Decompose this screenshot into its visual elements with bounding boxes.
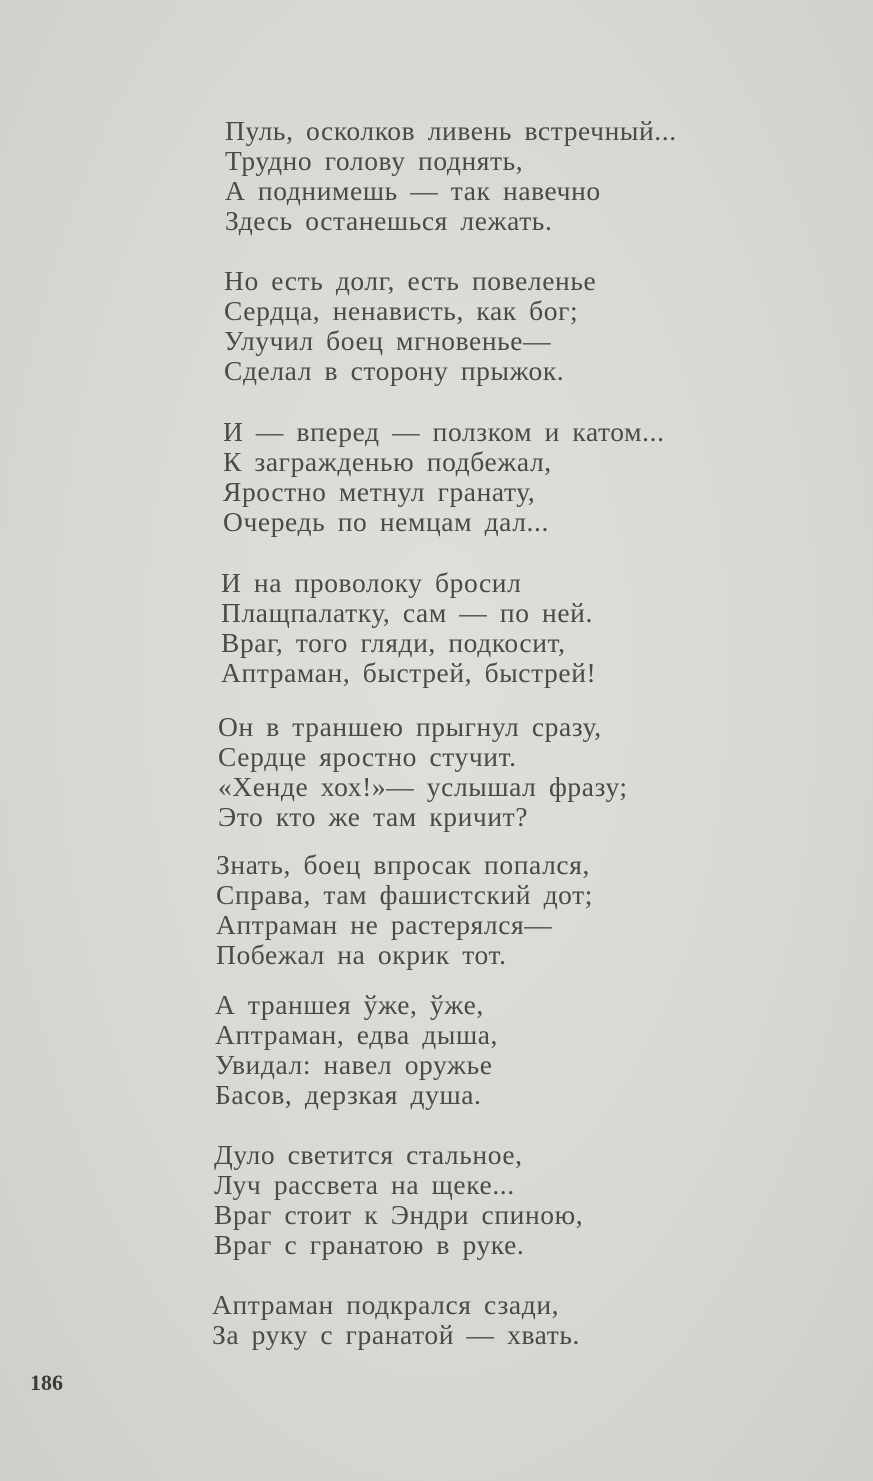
poem-line: Враг, того гляди, подкосит, <box>221 627 566 658</box>
poem-line: Увидал: навел оружье <box>215 1049 493 1080</box>
poem-line: Яростно метнул гранату, <box>223 476 536 507</box>
poem-line: И — вперед — ползком и катом... <box>223 416 665 447</box>
poem-line: Но есть долг, есть повеленье <box>224 265 597 296</box>
poem-line: Враг стоит к Эндри спиною, <box>214 1199 584 1230</box>
poem-line: К загражденью подбежал, <box>223 446 552 477</box>
stanza-3 <box>223 417 823 537</box>
poem-line: «Хенде хох!»— услышал фразу; <box>218 771 628 802</box>
poem-line: Трудно голову поднять, <box>225 145 524 176</box>
poem-line: Сердце яростно стучит. <box>218 741 517 772</box>
poem-line: Знать, боец впросак попался, <box>216 849 590 880</box>
poem-line: Сделал в сторону прыжок. <box>224 355 565 386</box>
poem-line: Враг с гранатою в руке. <box>214 1229 525 1260</box>
stanza-1 <box>225 116 825 236</box>
poem-line: Аптраман подкрался сзади, <box>212 1289 560 1320</box>
page-number: 186 <box>30 1370 63 1395</box>
poem-line: Очередь по немцам дал... <box>223 506 549 537</box>
poem-line: Побежал на окрик тот. <box>216 939 507 970</box>
poem-line: Улучил боец мгновенье— <box>224 325 552 356</box>
stanza-8 <box>214 1140 814 1260</box>
poem-line: А траншея ўже, ўже, <box>215 989 484 1020</box>
stanza-7 <box>215 990 815 1110</box>
poem-line: А поднимешь — так навечно <box>225 175 601 206</box>
poem-line: Это кто же там кричит? <box>218 801 529 832</box>
poem-line: Здесь останешься лежать. <box>225 205 553 236</box>
stanza-6 <box>216 850 816 970</box>
poem-line: Пуль, осколков ливень встречный... <box>225 115 677 146</box>
poem-line: Плащпалатку, сам — по ней. <box>221 597 593 628</box>
poem-line: Луч рассвета на щеке... <box>214 1169 515 1200</box>
poem-line: Басов, дерзкая душа. <box>215 1079 482 1110</box>
stanza-2 <box>224 266 824 386</box>
poem-line: Дуло светится стальное, <box>214 1139 523 1170</box>
poem-line: Сердца, ненависть, как бог; <box>224 295 579 326</box>
poem-line: Аптраман, быстрей, быстрей! <box>221 657 597 688</box>
poem-line: За руку с гранатой — хвать. <box>212 1319 580 1350</box>
stanza-9 <box>212 1290 812 1350</box>
poem-line: Справа, там фашистский дот; <box>216 879 594 910</box>
stanza-4 <box>221 568 821 688</box>
poem-line: И на проволоку бросил <box>221 567 522 598</box>
poem-line: Аптраман, едва дыша, <box>215 1019 499 1050</box>
poem-line: Он в траншею прыгнул сразу, <box>218 711 602 742</box>
stanza-5 <box>218 712 818 832</box>
poem-line: Аптраман не растерялся— <box>216 909 553 940</box>
